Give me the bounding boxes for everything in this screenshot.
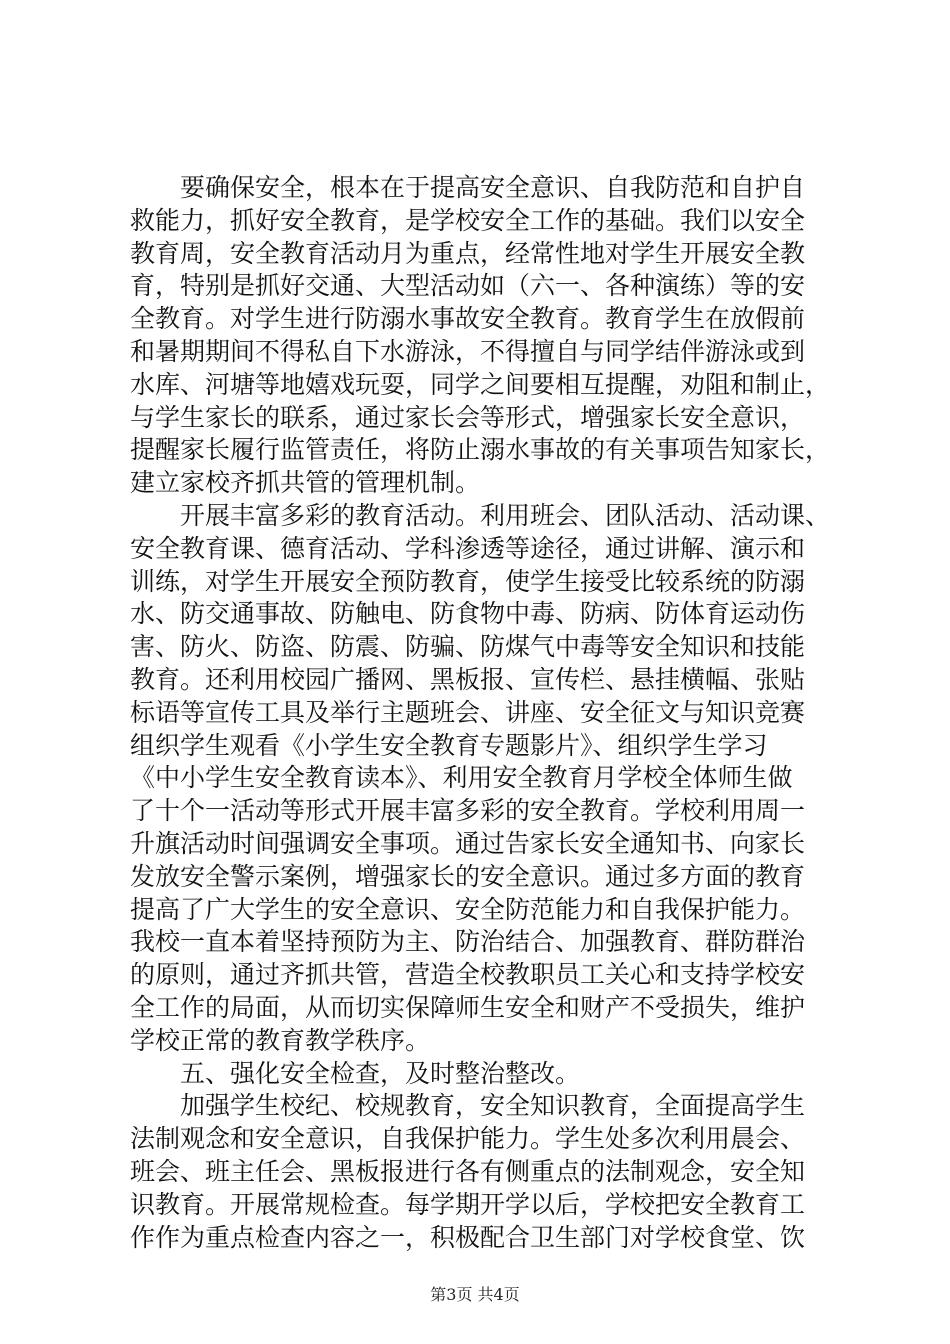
text-line: 育，特别是抓好交通、大型活动如（六一、各种演练）等的安 — [130, 271, 806, 301]
text-line: 全教育。对学生进行防溺水事故安全教育。教育学生在放假前 — [130, 304, 806, 334]
text-line: 训练，对学生开展安全预防教育，使学生接受比较系统的防溺 — [130, 566, 806, 596]
text-line: 法制观念和安全意识，自我保护能力。学生处多次利用晨会、 — [130, 1124, 806, 1154]
text-line: 加强学生校纪、校规教育，安全知识教育，全面提高学生 — [180, 1091, 806, 1121]
document-body — [130, 172, 830, 1254]
text-line: 我校一直本着坚持预防为主、防治结合、加强教育、群防群治 — [130, 927, 806, 957]
text-line: 的原则，通过齐抓共管，营造全校教职员工关心和支持学校安 — [130, 960, 806, 990]
text-line: 了十个一活动等形式开展丰富多彩的安全教育。学校利用周一 — [130, 796, 806, 826]
text-line: 与学生家长的联系，通过家长会等形式，增强家长安全意识， — [130, 402, 806, 432]
text-line: 教育周，安全教育活动月为重点，经常性地对学生开展安全教 — [130, 238, 806, 268]
page-number-footer: 第3页 共4页 — [430, 1285, 520, 1304]
text-line: 学校正常的教育教学秩序。 — [130, 1025, 431, 1055]
section-heading: 五、强化安全检查，及时整治整改。 — [180, 1058, 581, 1088]
text-line: 安全教育课、德育活动、学科渗透等途径，通过讲解、演示和 — [130, 533, 806, 563]
text-line: 《中小学生安全教育读本》、利用安全教育月学校全体师生做 — [130, 763, 793, 793]
text-line: 标语等宣传工具及举行主题班会、讲座、安全征文与知识竞赛 — [130, 697, 806, 727]
text-line: 救能力，抓好安全教育，是学校安全工作的基础。我们以安全 — [130, 205, 806, 235]
text-line: 发放安全警示案例，增强家长的安全意识。通过多方面的教育 — [130, 861, 806, 891]
text-line: 提高了广大学生的安全意识、安全防范能力和自我保护能力。 — [130, 894, 806, 924]
text-line: 升旗活动时间强调安全事项。通过告家长安全通知书、向家长 — [130, 828, 806, 858]
text-line: 和暑期期间不得私自下水游泳，不得擅自与同学结伴游泳或到 — [130, 336, 806, 366]
text-line: 水库、河塘等地嬉戏玩耍，同学之间要相互提醒，劝阻和制止， — [130, 369, 831, 399]
text-line: 要确保安全，根本在于提高安全意识、自我防范和自护自 — [180, 173, 806, 202]
text-line: 水、防交通事故、防触电、防食物中毒、防病、防体育运动伤 — [130, 599, 806, 629]
text-line: 作作为重点检查内容之一，积极配合卫生部门对学校食堂、饮 — [130, 1222, 806, 1252]
text-line: 开展丰富多彩的教育活动。利用班会、团队活动、活动课、 — [180, 500, 831, 530]
text-line: 害、防火、防盗、防震、防骗、防煤气中毒等安全知识和技能 — [130, 632, 806, 662]
text-line: 识教育。开展常规检查。每学期开学以后，学校把安全教育工 — [130, 1189, 806, 1219]
text-line: 提醒家长履行监管责任，将防止溺水事故的有关事项告知家长， — [130, 435, 831, 465]
text-line: 建立家校齐抓共管的管理机制。 — [130, 468, 481, 498]
text-line: 教育。还利用校园广播网、黑板报、宣传栏、悬挂横幅、张贴 — [130, 664, 806, 694]
text-line: 班会、班主任会、黑板报进行各有侧重点的法制观念，安全知 — [130, 1156, 806, 1186]
text-line: 全工作的局面，从而切实保障师生安全和财产不受损失，维护 — [130, 992, 806, 1022]
text-line: 组织学生观看《小学生安全教育专题影片》、组织学生学习 — [130, 730, 768, 760]
